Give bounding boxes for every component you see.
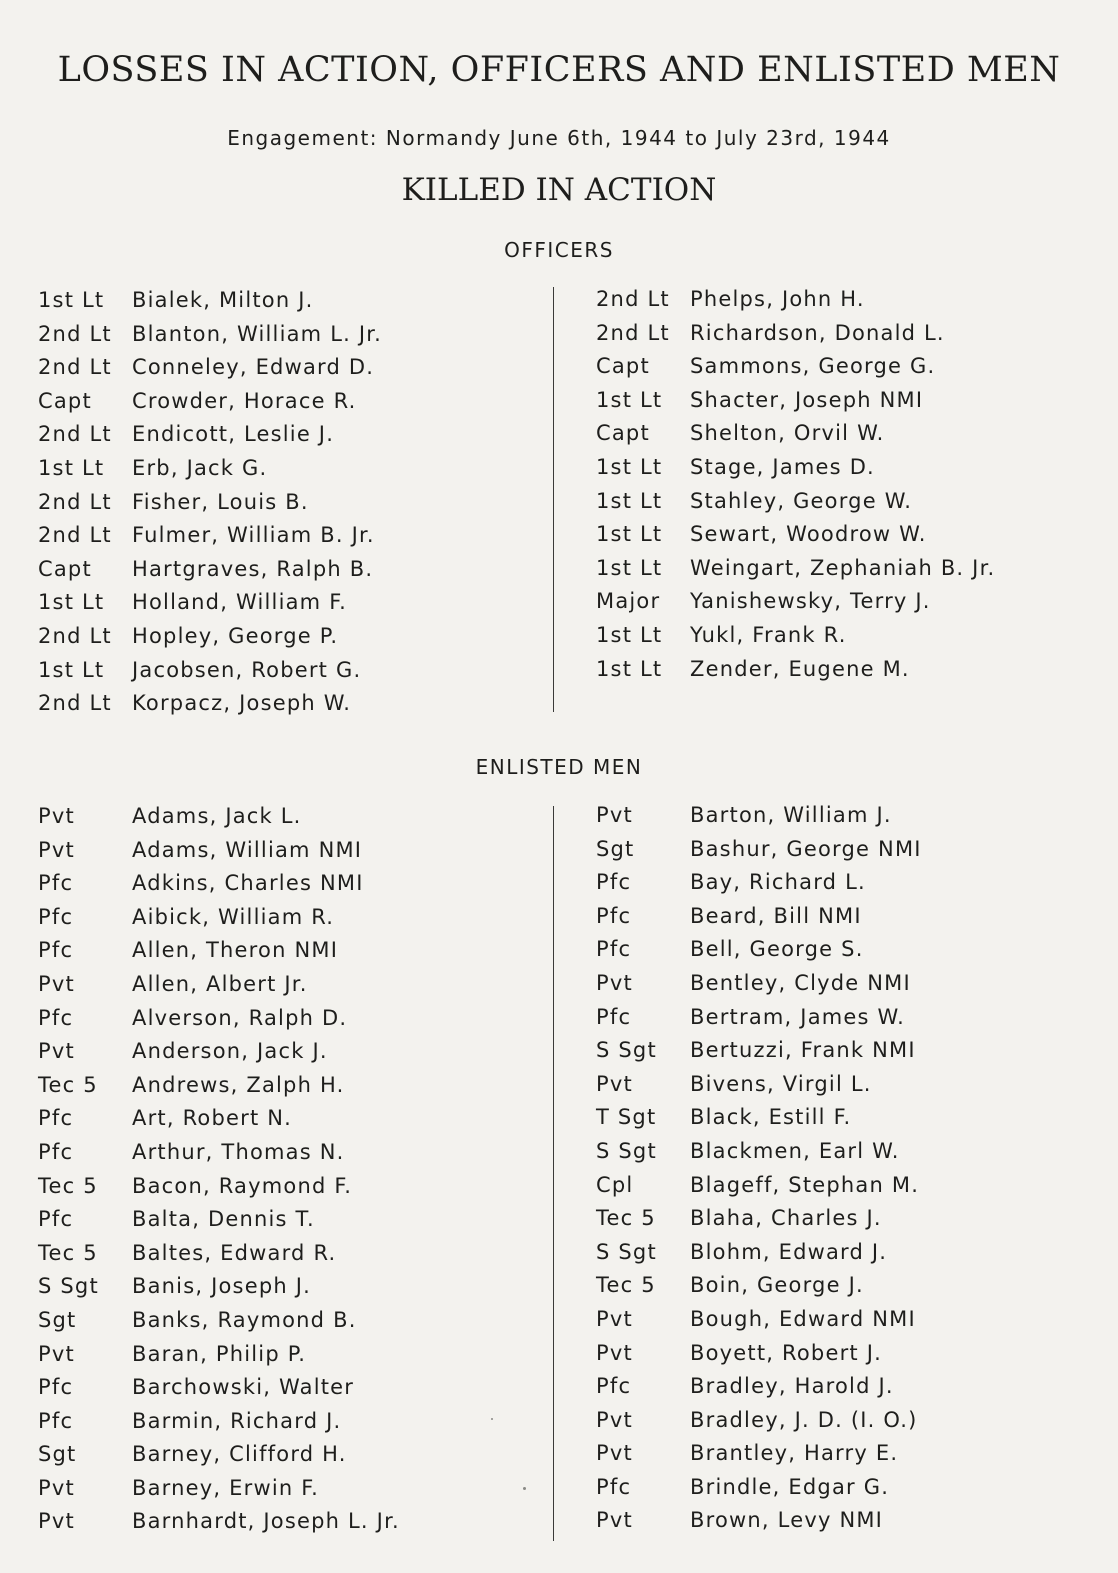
roster-row xyxy=(38,1170,400,1204)
roster-row xyxy=(596,1303,922,1337)
soldier-name: Erb, Jack G. xyxy=(132,455,268,480)
rank-label: Pvt xyxy=(596,1508,633,1533)
roster-row xyxy=(38,800,400,834)
rank-label: Pvt xyxy=(596,1306,633,1331)
rank-label: Sgt xyxy=(38,1442,77,1467)
rank-label: Capt xyxy=(596,421,650,446)
roster-row xyxy=(596,833,922,867)
roster-row xyxy=(596,451,995,485)
roster-row xyxy=(38,1069,400,1103)
rank-label: Pvt xyxy=(596,1407,633,1432)
rank-label: S Sgt xyxy=(596,1239,657,1264)
rank-label: S Sgt xyxy=(596,1038,657,1063)
soldier-name: Shelton, Orvil W. xyxy=(690,421,885,446)
rank-label: Pvt xyxy=(38,1341,75,1366)
rank-label: 1st Lt xyxy=(38,288,105,312)
rank-label: Tec 5 xyxy=(38,1173,98,1198)
roster-row xyxy=(38,1338,400,1372)
rank-label: Pfc xyxy=(38,1207,74,1232)
roster-row xyxy=(596,653,995,687)
roster-row xyxy=(596,619,995,653)
soldier-name: Jacobsen, Robert G. xyxy=(132,657,362,682)
rank-label: Major xyxy=(596,589,661,614)
roster-row xyxy=(38,1237,400,1271)
soldier-name: Boyett, Robert J. xyxy=(690,1340,882,1365)
soldier-name: Bay, Richard L. xyxy=(690,870,866,895)
soldier-name: Beard, Bill NMI xyxy=(690,903,862,928)
roster-row xyxy=(38,351,382,385)
rank-label: Pfc xyxy=(596,1374,632,1399)
soldier-name: Adkins, Charles NMI xyxy=(132,871,364,896)
roster-row xyxy=(596,552,995,586)
officers-heading: OFFICERS xyxy=(504,238,614,262)
soldier-name: Conneley, Edward D. xyxy=(132,355,375,380)
roster-row xyxy=(38,1203,400,1237)
rank-label: T Sgt xyxy=(596,1105,657,1130)
rank-label: Pfc xyxy=(38,1139,74,1164)
soldier-name: Korpacz, Joseph W. xyxy=(132,691,352,716)
soldier-name: Anderson, Jack J. xyxy=(132,1039,328,1064)
roster-row xyxy=(596,1471,922,1505)
soldier-name: Sewart, Woodrow W. xyxy=(690,522,927,547)
engagement-line: Engagement: Normandy June 6th, 1944 to July 23rd, 1944 xyxy=(227,126,891,150)
roster-row xyxy=(38,318,382,352)
paper-speck xyxy=(491,1418,493,1420)
soldier-name: Bertram, James W. xyxy=(690,1004,905,1029)
soldier-name: Zender, Eugene M. xyxy=(690,656,910,681)
rank-label: 2nd Lt xyxy=(38,489,112,514)
rank-label: Sgt xyxy=(596,836,635,861)
rank-label: Pfc xyxy=(38,1408,74,1433)
rank-label: Pvt xyxy=(596,1340,633,1365)
rank-label: 1st Lt xyxy=(596,454,663,479)
roster-row xyxy=(38,1371,400,1405)
rank-label: 2nd Lt xyxy=(38,523,112,548)
paper-speck xyxy=(523,1487,526,1490)
rank-label: Pfc xyxy=(38,871,74,896)
soldier-name: Boin, George J. xyxy=(690,1273,864,1298)
rank-label: 1st Lt xyxy=(596,622,663,647)
officers-right-column xyxy=(596,283,995,686)
soldier-name: Barton, William J. xyxy=(690,803,892,827)
soldier-name: Baltes, Edward R. xyxy=(132,1240,337,1265)
rank-label: Pfc xyxy=(596,1474,632,1499)
roster-row xyxy=(596,317,995,351)
soldier-name: Bacon, Raymond F. xyxy=(132,1173,353,1198)
rank-label: 1st Lt xyxy=(596,387,663,412)
rank-label: Cpl xyxy=(596,1172,634,1197)
roster-row xyxy=(596,1135,922,1169)
roster-row xyxy=(38,1472,400,1506)
soldier-name: Andrews, Zalph H. xyxy=(132,1072,345,1097)
soldier-name: Bialek, Milton J. xyxy=(132,288,314,312)
roster-row xyxy=(596,1101,922,1135)
soldier-name: Sammons, George G. xyxy=(690,354,936,379)
soldier-name: Crowder, Horace R. xyxy=(132,388,357,413)
soldier-name: Blohm, Edward J. xyxy=(690,1239,888,1264)
rank-label: 1st Lt xyxy=(596,522,663,547)
roster-row xyxy=(596,1404,922,1438)
soldier-name: Allen, Theron NMI xyxy=(132,938,339,963)
rank-label: 1st Lt xyxy=(38,590,105,615)
roster-row xyxy=(38,1002,400,1036)
rank-label: Pfc xyxy=(38,904,74,929)
soldier-name: Fulmer, William B. Jr. xyxy=(132,523,375,548)
soldier-name: Endicott, Leslie J. xyxy=(132,422,335,447)
roster-row xyxy=(38,1304,400,1338)
soldier-name: Bradley, Harold J. xyxy=(690,1374,894,1399)
roster-row xyxy=(38,934,400,968)
soldier-name: Adams, Jack L. xyxy=(132,804,302,828)
soldier-name: Barmin, Richard J. xyxy=(132,1408,342,1433)
roster-row xyxy=(596,1504,922,1538)
soldier-name: Fisher, Louis B. xyxy=(132,489,309,514)
soldier-name: Bough, Edward NMI xyxy=(690,1306,916,1331)
roster-row xyxy=(596,967,922,1001)
soldier-name: Blackmen, Earl W. xyxy=(690,1138,900,1163)
roster-row xyxy=(38,834,400,868)
roster-row xyxy=(38,1035,400,1069)
roster-row xyxy=(596,1337,922,1371)
rank-label: 1st Lt xyxy=(596,555,663,580)
rank-label: Pfc xyxy=(38,1106,74,1131)
soldier-name: Bivens, Virgil L. xyxy=(690,1071,872,1096)
rank-label: Pfc xyxy=(38,938,74,963)
soldier-name: Banks, Raymond B. xyxy=(132,1307,357,1332)
rank-label: 1st Lt xyxy=(38,455,105,480)
rank-label: Pvt xyxy=(38,804,75,828)
roster-row xyxy=(38,519,382,553)
roster-row xyxy=(38,418,382,452)
rank-label: 2nd Lt xyxy=(38,623,112,648)
rank-label: S Sgt xyxy=(38,1274,99,1299)
killed-in-action-heading: KILLED IN ACTION xyxy=(401,172,717,208)
roster-row xyxy=(596,485,995,519)
rank-label: Pfc xyxy=(596,870,632,895)
rank-label: S Sgt xyxy=(596,1138,657,1163)
soldier-name: Holland, William F. xyxy=(132,590,347,615)
enlisted-left-column xyxy=(38,800,400,1539)
soldier-name: Yukl, Frank R. xyxy=(690,622,847,647)
soldier-name: Stage, James D. xyxy=(690,454,875,479)
roster-row xyxy=(596,1202,922,1236)
rank-label: Pvt xyxy=(38,1509,75,1534)
roster-row xyxy=(596,585,995,619)
roster-row xyxy=(596,1001,922,1035)
roster-row xyxy=(596,417,995,451)
rank-label: Pvt xyxy=(596,803,633,827)
soldier-name: Blaha, Charles J. xyxy=(690,1206,882,1231)
soldier-name: Art, Robert N. xyxy=(132,1106,293,1131)
rank-label: Sgt xyxy=(38,1307,77,1332)
roster-row xyxy=(596,1269,922,1303)
soldier-name: Richardson, Donald L. xyxy=(690,320,945,345)
enlisted-men-heading: ENLISTED MEN xyxy=(475,755,643,779)
rank-label: Tec 5 xyxy=(38,1072,98,1097)
rank-label: 1st Lt xyxy=(596,656,663,681)
rank-label: Pfc xyxy=(38,1375,74,1400)
soldier-name: Barney, Clifford H. xyxy=(132,1442,347,1467)
enlisted-column-divider xyxy=(553,806,554,1541)
roster-row xyxy=(596,518,995,552)
roster-row xyxy=(38,1102,400,1136)
rank-label: 2nd Lt xyxy=(596,320,670,345)
soldier-name: Black, Estill F. xyxy=(690,1105,852,1130)
soldier-name: Brown, Levy NMI xyxy=(690,1508,884,1533)
rank-label: Tec 5 xyxy=(38,1240,98,1265)
rank-label: Pvt xyxy=(596,1441,633,1466)
enlisted-right-column xyxy=(596,799,922,1538)
rank-label: Tec 5 xyxy=(596,1206,656,1231)
roster-row xyxy=(38,284,382,318)
soldier-name: Weingart, Zephaniah B. Jr. xyxy=(690,555,996,580)
roster-row xyxy=(38,452,382,486)
roster-row xyxy=(38,1505,400,1539)
roster-row xyxy=(38,620,382,654)
soldier-name: Bertuzzi, Frank NMI xyxy=(690,1038,916,1063)
rank-label: 2nd Lt xyxy=(596,287,670,311)
rank-label: Capt xyxy=(38,388,92,413)
soldier-name: Hartgraves, Ralph B. xyxy=(132,556,374,581)
rank-label: Pvt xyxy=(38,837,75,862)
soldier-name: Barnhardt, Joseph L. Jr. xyxy=(132,1509,400,1534)
rank-label: Pvt xyxy=(38,1039,75,1064)
rank-label: 2nd Lt xyxy=(38,355,112,380)
roster-row xyxy=(38,486,382,520)
roster-row xyxy=(596,1034,922,1068)
rank-label: 2nd Lt xyxy=(38,321,112,346)
rank-label: Tec 5 xyxy=(596,1273,656,1298)
rank-label: Capt xyxy=(596,354,650,379)
soldier-name: Blageff, Stephan M. xyxy=(690,1172,920,1197)
soldier-name: Yanishewsky, Terry J. xyxy=(690,589,931,614)
roster-row xyxy=(596,1068,922,1102)
soldier-name: Brindle, Edgar G. xyxy=(690,1474,890,1499)
soldier-name: Bentley, Clyde NMI xyxy=(690,970,911,995)
rank-label: Capt xyxy=(38,556,92,581)
soldier-name: Stahley, George W. xyxy=(690,488,913,513)
rank-label: Pvt xyxy=(596,1071,633,1096)
roster-row xyxy=(38,1438,400,1472)
roster-row xyxy=(596,799,922,833)
roster-row xyxy=(38,901,400,935)
soldier-name: Shacter, Joseph NMI xyxy=(690,387,924,412)
soldier-name: Phelps, John H. xyxy=(690,287,865,311)
soldier-name: Aibick, William R. xyxy=(132,904,335,929)
roster-row xyxy=(38,654,382,688)
officers-left-column xyxy=(38,284,382,721)
soldier-name: Blanton, William L. Jr. xyxy=(132,321,383,346)
soldier-name: Baran, Philip P. xyxy=(132,1341,307,1366)
soldier-name: Hopley, George P. xyxy=(132,623,339,648)
soldier-name: Bell, George S. xyxy=(690,937,864,962)
rank-label: 1st Lt xyxy=(38,657,105,682)
officers-column-divider xyxy=(553,287,554,712)
roster-row xyxy=(596,350,995,384)
rank-label: Pfc xyxy=(596,1004,632,1029)
roster-row xyxy=(596,384,995,418)
roster-row xyxy=(38,1270,400,1304)
roster-row xyxy=(38,1405,400,1439)
soldier-name: Banis, Joseph J. xyxy=(132,1274,311,1299)
soldier-name: Bradley, J. D. (I. O.) xyxy=(690,1407,918,1432)
roster-row xyxy=(38,553,382,587)
rank-label: 2nd Lt xyxy=(38,422,112,447)
rank-label: Pvt xyxy=(38,971,75,996)
roster-row xyxy=(596,1236,922,1270)
roster-row xyxy=(38,1136,400,1170)
roster-row xyxy=(38,968,400,1002)
soldier-name: Alverson, Ralph D. xyxy=(132,1005,348,1030)
roster-row xyxy=(38,687,382,721)
roster-row xyxy=(596,900,922,934)
rank-label: 2nd Lt xyxy=(38,691,112,716)
roster-row xyxy=(38,586,382,620)
soldier-name: Barney, Erwin F. xyxy=(132,1475,320,1500)
roster-row xyxy=(596,283,995,317)
rank-label: Pfc xyxy=(596,937,632,962)
soldier-name: Balta, Dennis T. xyxy=(132,1207,315,1232)
roster-row xyxy=(596,1169,922,1203)
soldier-name: Allen, Albert Jr. xyxy=(132,971,308,996)
soldier-name: Bashur, George NMI xyxy=(690,836,922,861)
roster-row xyxy=(596,1437,922,1471)
rank-label: 1st Lt xyxy=(596,488,663,513)
roster-row xyxy=(596,933,922,967)
soldier-name: Brantley, Harry E. xyxy=(690,1441,899,1466)
page-title: LOSSES IN ACTION, OFFICERS AND ENLISTED MEN xyxy=(57,50,1061,90)
roster-row xyxy=(38,385,382,419)
roster-row xyxy=(38,867,400,901)
rank-label: Pvt xyxy=(38,1475,75,1500)
soldier-name: Arthur, Thomas N. xyxy=(132,1139,345,1164)
rank-label: Pfc xyxy=(596,903,632,928)
rank-label: Pvt xyxy=(596,970,633,995)
roster-row xyxy=(596,866,922,900)
soldier-name: Barchowski, Walter xyxy=(132,1375,355,1400)
rank-label: Pfc xyxy=(38,1005,74,1030)
soldier-name: Adams, William NMI xyxy=(132,837,363,862)
roster-row xyxy=(596,1370,922,1404)
